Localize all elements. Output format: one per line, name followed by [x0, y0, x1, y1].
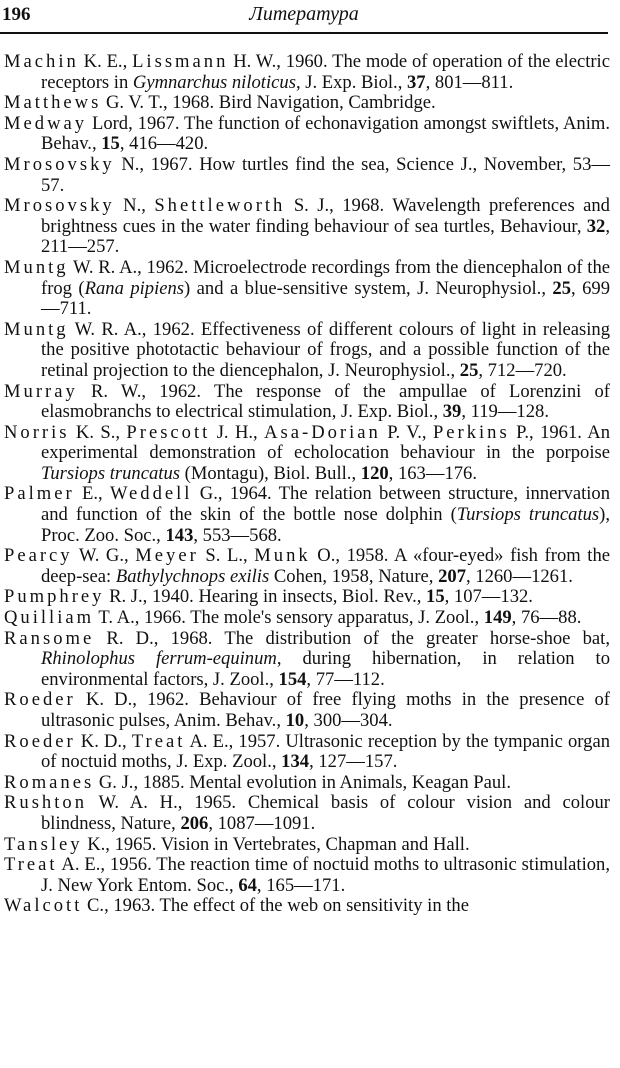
reference-text: ) and a blue-sensitive system, J. Neurophysiol., [184, 277, 553, 299]
reference-text: K. D., [75, 730, 132, 752]
running-title: Литература [249, 3, 359, 25]
reference-text: , during hibernation, in relation to environmental factors, J. Zool., [41, 648, 611, 690]
reference-text: K., 1965. Vision in Vertebrates, Chapman and Hall. [82, 833, 470, 855]
reference-entry [4, 855, 610, 896]
reference-text: , 165—171. [256, 874, 346, 896]
reference-first-author: Pearcy [4, 545, 73, 567]
reference-text: J. H., [210, 421, 265, 443]
reference-text: A. E., 1957. Ultrasonic reception by the tympanic organ of noctuid moths, J. Exp. Zool., [41, 730, 610, 773]
reference-text: W. R. A., 1962. Effectiveness of different colours of light in releasing the positive phototactic behaviour of frogs, and a possible function of the retinal projection to the diencephalon, J. Neurophysiol., [41, 318, 610, 381]
reference-volume: 120 [360, 462, 389, 484]
reference-text: , 119—128. [461, 401, 549, 423]
reference-first-author: Ransome [4, 627, 95, 649]
reference-text: H. W., 1960. The mode of operation of the electric receptors in [41, 51, 610, 93]
reference-first-author: Muntg [4, 318, 69, 340]
reference-italic-title: Gymnarchus niloticus [132, 71, 296, 93]
reference-entry [4, 896, 610, 917]
reference-coauthor: Munk [254, 545, 311, 567]
reference-text: W. R. A., 1962. Microelectrode recordings from the diencephalon of the frog ( [41, 256, 610, 299]
page-number: 196 [2, 4, 31, 25]
reference-text: Cohen, 1958, Nature, [269, 565, 439, 587]
reference-volume: 32 [586, 215, 606, 237]
reference-entry [4, 835, 610, 856]
reference-volume: 64 [238, 874, 257, 896]
reference-text: , 712—720. [478, 359, 567, 381]
reference-text: S. L., [198, 545, 255, 567]
reference-text: P. V., [380, 421, 433, 443]
reference-text: O., 1958. A «four-eyed» fish from the deep-sea: [41, 545, 611, 587]
reference-coauthor: Shettleworth [154, 195, 286, 217]
reference-volume: 154 [278, 668, 307, 690]
reference-volume: 39 [442, 401, 462, 423]
reference-first-author: Palmer [4, 483, 75, 505]
reference-volume: 25 [552, 277, 572, 299]
reference-entry [4, 423, 610, 485]
reference-text: ), Proc. Zoo. Soc., [41, 504, 610, 546]
reference-text: G. V. T., 1968. Bird Navigation, Cambridge. [101, 92, 436, 114]
reference-italic-title: Rhinolophus ferrum-equinum [41, 648, 277, 670]
reference-text: , 300—304. [304, 710, 393, 731]
reference-text: , 77—112. [306, 668, 385, 690]
reference-italic-title: Bathylychnops exilis [115, 565, 270, 587]
reference-first-author: Treat [4, 854, 58, 876]
reference-entry [4, 93, 610, 114]
reference-text: N., [114, 195, 155, 217]
reference-entry [4, 52, 610, 93]
reference-text: , J. Exp. Biol., [295, 71, 407, 93]
reference-text: Lord, 1967. The function of echonavigation amongst swiftlets, Anim. Behav., [41, 112, 610, 155]
reference-text: , 553—568. [193, 524, 282, 546]
reference-volume: 25 [459, 359, 479, 381]
reference-coauthor: Lissmann [132, 51, 229, 72]
reference-coauthor: Perkins [432, 421, 510, 443]
reference-first-author: Muntg [4, 256, 69, 278]
reference-text: R. J., 1940. Hearing in insects, Biol. Rev., [104, 586, 427, 608]
reference-first-author: Mrosovsky [4, 153, 115, 175]
reference-text: K. S., [69, 421, 127, 443]
reference-first-author: Walcott [4, 895, 83, 917]
reference-entry [4, 732, 610, 773]
reference-list [4, 52, 610, 917]
reference-coauthor: Meyer [135, 545, 199, 567]
reference-first-author: Romanes [4, 771, 95, 793]
reference-volume: 37 [407, 71, 426, 93]
reference-first-author: Roeder [4, 689, 76, 711]
reference-first-author: Roeder [4, 730, 76, 752]
reference-entry [4, 587, 610, 608]
reference-text: , 1087—1091. [208, 812, 316, 834]
reference-entry [4, 155, 610, 196]
reference-text: K. E., [78, 51, 133, 72]
reference-first-author: Mrosovsky [4, 195, 115, 217]
reference-entry [4, 484, 610, 546]
reference-text: , 801—811. [425, 71, 514, 93]
reference-text: G. J., 1885. Mental evolution in Animals, Keagan Paul. [94, 771, 511, 793]
reference-text: P., 1961. An experimental demonstration of echolocation behaviour in the porpoise [41, 421, 610, 464]
reference-entry [4, 629, 610, 691]
reference-text: T. A., 1966. The mole's sensory apparatus, J. Zool., [94, 607, 484, 629]
page-header [0, 2, 608, 34]
reference-text: , 163—176. [388, 462, 477, 484]
reference-text: E., [74, 483, 110, 505]
reference-volume: 143 [165, 524, 194, 546]
reference-text: , 127—157. [309, 751, 398, 773]
reference-text: , 76—88. [511, 607, 582, 629]
reference-text: G., 1964. The relation between structure, innervation and function of the skin of the bottle nose dolphin ( [41, 483, 610, 526]
reference-first-author: Norris [4, 421, 70, 443]
reference-italic-title: Rana pipiens [84, 277, 185, 299]
reference-italic-title: Tursiops truncatus [456, 504, 600, 526]
reference-coauthor: Asa-Dorian [264, 421, 381, 443]
reference-entry [4, 546, 610, 587]
reference-volume: 10 [285, 710, 305, 731]
reference-italic-title: Tursiops truncatus [41, 462, 180, 484]
reference-text: S. J., 1968. Wavelength preferences and brightness cues in the water finding behaviour of sea turtles, Behaviour, [41, 195, 610, 237]
reference-text: C., 1963. The effect of the web on sensitivity in the [82, 895, 469, 917]
reference-text: (Montagu), Biol. Bull., [179, 462, 361, 484]
reference-volume: 134 [281, 751, 310, 773]
reference-text: , 416—420. [119, 133, 209, 155]
reference-volume: 15 [426, 586, 445, 608]
reference-text: W. A. H., 1965. Chemical basis of colour vision and colour blindness, Nature, [41, 792, 610, 834]
reference-first-author: Medway [4, 112, 88, 134]
reference-entry [4, 382, 610, 423]
reference-first-author: Rushton [4, 792, 87, 814]
reference-coauthor: Weddell [109, 483, 193, 505]
reference-text: N., 1967. How turtles find the sea, Science J., November, 53—57. [41, 153, 610, 196]
reference-first-author: Tansley [4, 833, 83, 855]
reference-volume: 149 [483, 607, 512, 629]
reference-first-author: Matthews [4, 92, 102, 114]
reference-text: A. E., 1956. The reaction time of noctuid moths to ultrasonic stimulation, J. New York Entom. Soc., [41, 854, 610, 896]
reference-coauthor: Treat [131, 730, 186, 752]
reference-text: W. G., [72, 545, 136, 567]
reference-first-author: Murray [4, 380, 78, 402]
reference-text: , 1260—1261. [465, 565, 573, 587]
reference-text: , 699—711. [41, 277, 610, 320]
reference-first-author: Pumphrey [4, 586, 105, 608]
reference-text: R. W., 1962. The response of the ampullae of Lorenzini of elasmobranchs to electrical stimulation, J. Exp. Biol., [41, 380, 610, 423]
reference-entry [4, 773, 610, 794]
reference-text: R. D., 1968. The distribution of the greater horse-shoe bat, [94, 627, 610, 649]
reference-text: K. D., 1962. Behaviour of free flying moths in the presence of ultrasonic pulses, Anim. Behav., [41, 689, 610, 731]
reference-entry [4, 690, 610, 731]
reference-entry [4, 608, 610, 629]
reference-entry [4, 320, 610, 382]
reference-volume: 206 [180, 812, 209, 834]
reference-text: , 211—257. [41, 215, 610, 258]
reference-first-author: Machin [4, 51, 79, 72]
reference-entry [4, 793, 610, 834]
reference-entry [4, 114, 610, 155]
reference-text: , 107—132. [444, 586, 533, 608]
reference-entry [4, 258, 610, 320]
reference-volume: 207 [438, 565, 466, 587]
reference-entry [4, 196, 610, 258]
reference-volume: 15 [101, 133, 120, 155]
reference-coauthor: Prescott [126, 421, 211, 443]
reference-first-author: Quilliam [4, 607, 95, 629]
